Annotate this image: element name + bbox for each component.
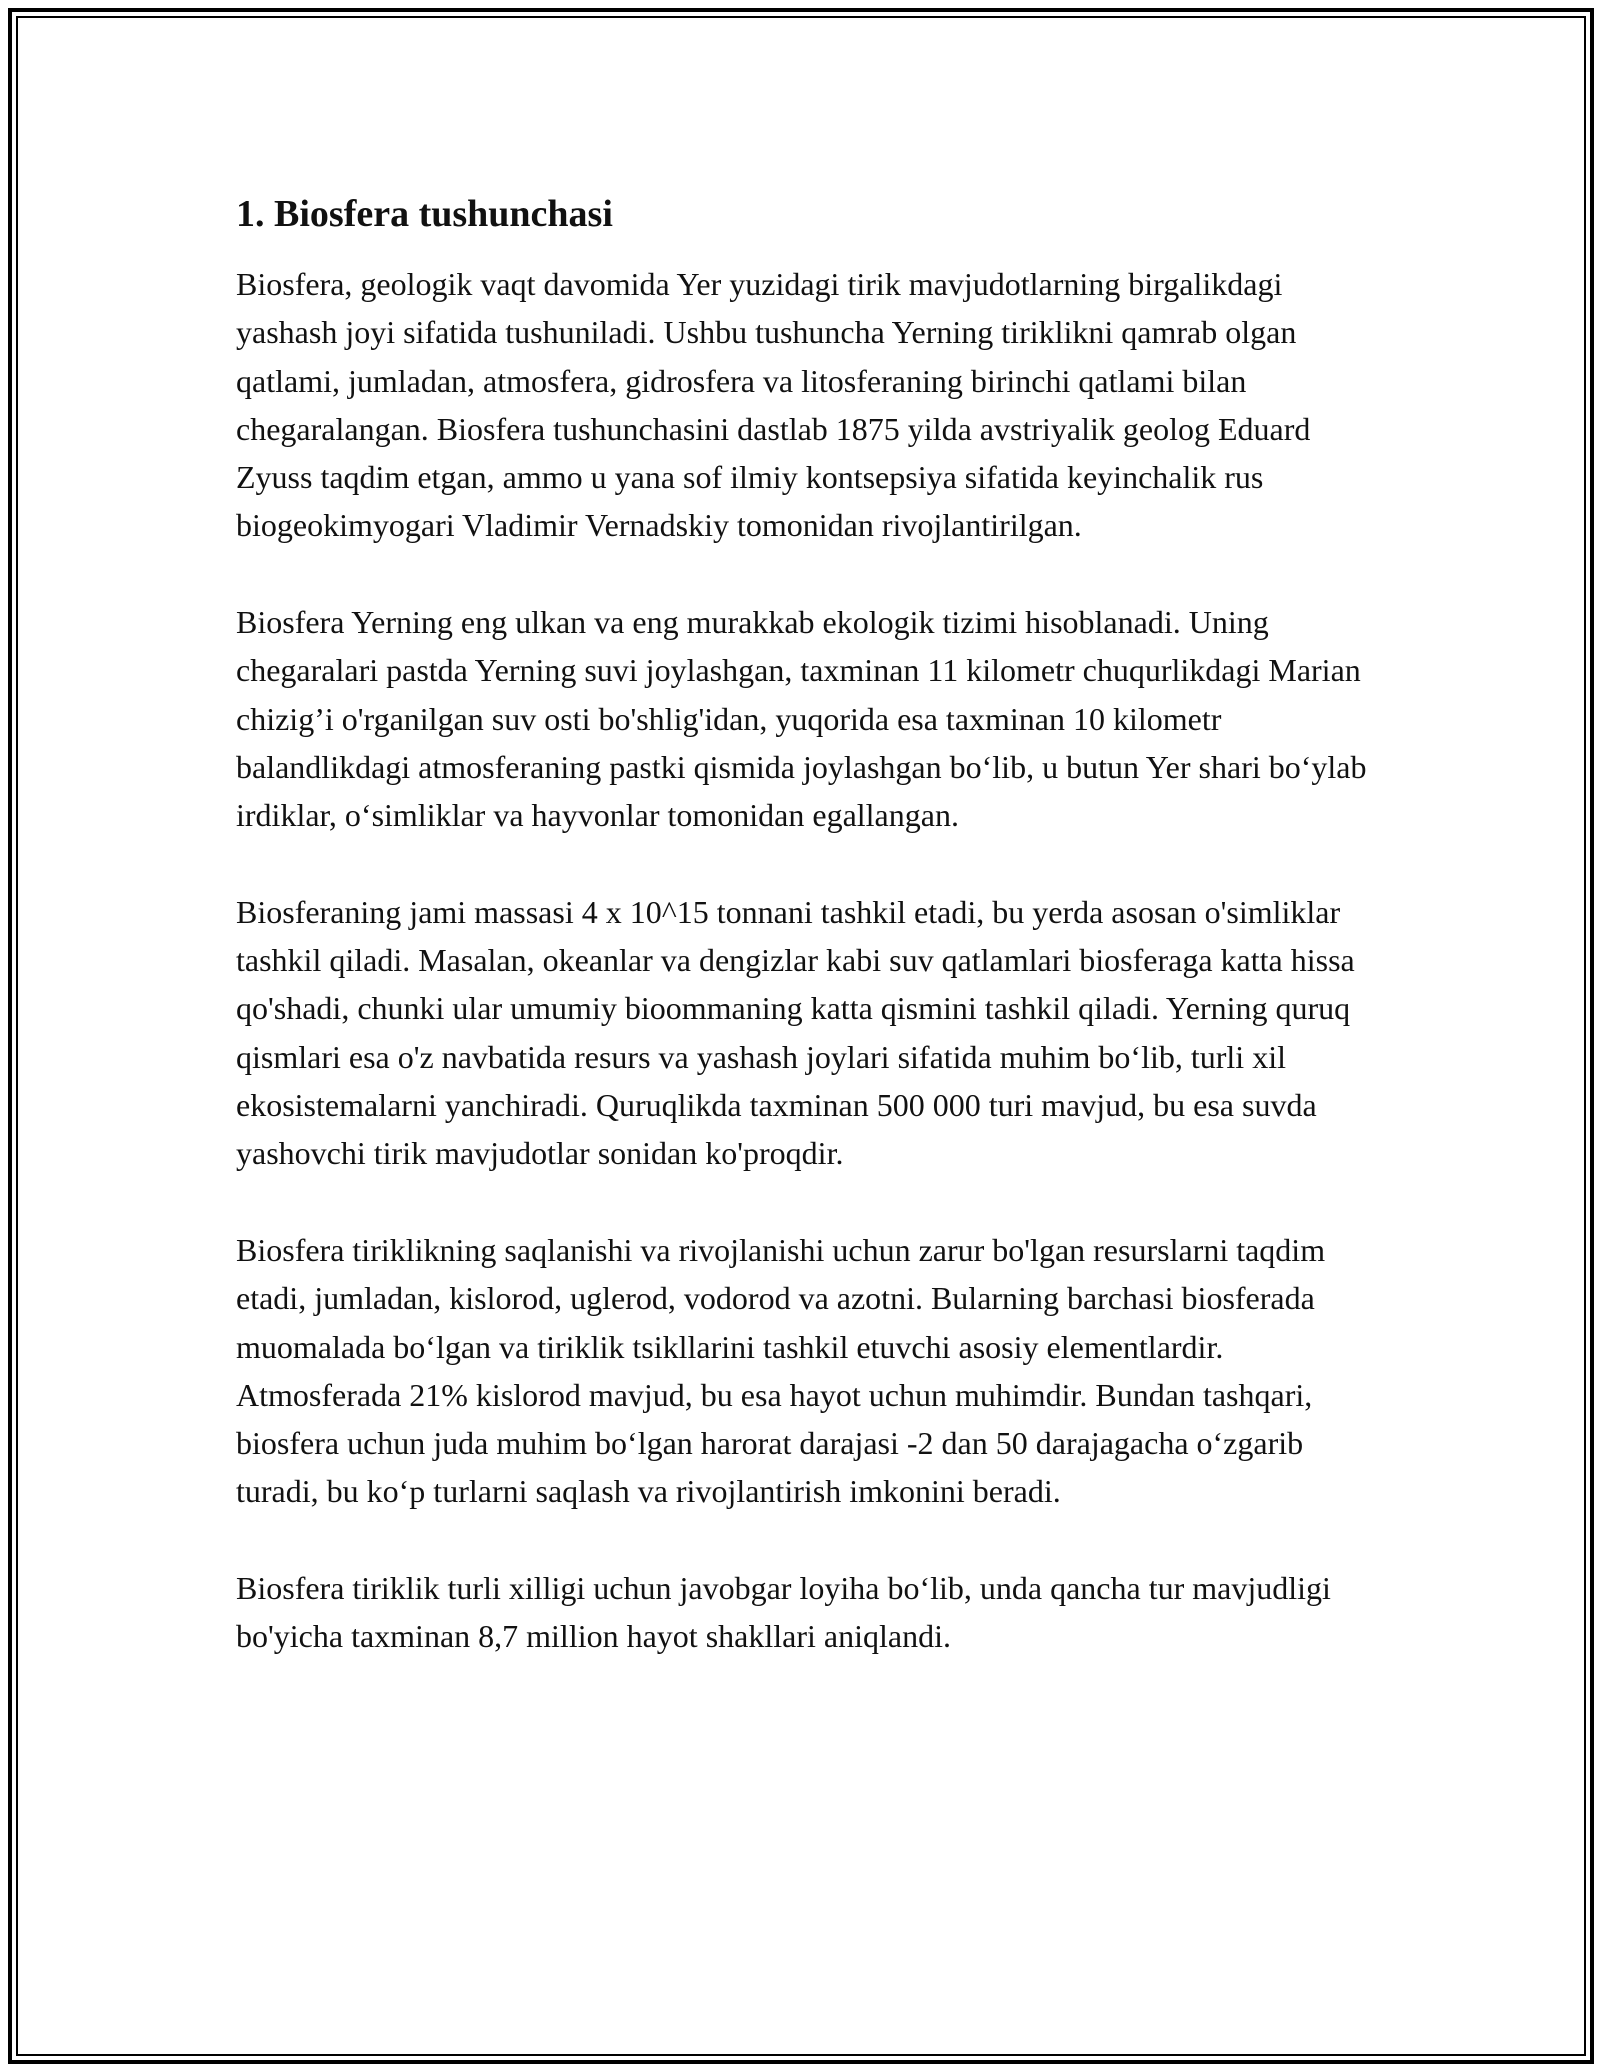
paragraph-3: Biosferaning jami massasi 4 x 10^15 tonnani tashkil etadi, bu yerda asosan o'simliklar tashkil qiladi. Masalan, okeanlar va dengizlar kabi suv qatlamlari biosferaga katta hissa qo'shadi, chunki ular umumiy bioommaning katta qismini tashkil qiladi. Yerning quruq qismlari esa o'z navbatida resurs va yashash joylari sifatida muhim bo‘lib, turli xil ekosistemalarni yanchiradi. Quruqlikda taxminan 500 000 turi mavjud, bu esa suvda yashovchi tirik mavjudotlar sonidan ko'proqdir. — [236, 893, 1355, 1172]
paragraph-2: Biosfera Yerning eng ulkan va eng murakkab ekologik tizimi hisoblanadi. Uning chegaralari pastda Yerning suvi joylashgan, taxminan 11 kilometr chuqurlikdagi Marian chizig’i o'rganilgan suv osti bo'shlig'idan, yuqorida esa taxminan 10 kilometr balandlikdagi atmosferaning pastki qismida joylashgan bo‘lib, u butun Yer shari bo‘ylab irdiklar, o‘simliklar va hayvonlar tomonidan egallangan. — [236, 604, 1367, 834]
paragraph-5: Biosfera tiriklik turli xilligi uchun javobgar loyiha bo‘lib, unda qancha tur mavjudligi bo'yicha taxminan 8,7 million hayot shakllari aniqlandi. — [236, 1570, 1331, 1655]
section-heading: 1. Biosfera tushunchasi — [236, 193, 613, 235]
document-body — [236, 190, 1376, 1661]
paragraph-4: Biosfera tiriklikning saqlanishi va rivojlanishi uchun zarur bo'lgan resurslarni taqdim etadi, jumladan, kislorod, uglerod, vodorod va azotni. Bularning barchasi biosferada muomalada bo‘lgan va tiriklik tsikllarini tashkil etuvchi asosiy elementlardir. Atmosferada 21% kislorod mavjud, bu esa hayot uchun muhimdir. Bundan tashqari, biosfera uchun juda muhim bo‘lgan harorat darajasi -2 dan 50 darajagacha o‘zgarib turadi, bu ko‘p turlarni saqlash va rivojlantirish imkonini beradi. — [236, 1231, 1326, 1510]
paragraph-1: Biosfera, geologik vaqt davomida Yer yuzidagi tirik mavjudotlarning birgalikdagi yashash joyi sifatida tushuniladi. Ushbu tushuncha Yerning tiriklikni qamrab olgan qatlami, jumladan, atmosfera, gidrosfera va litosferaning birinchi qatlami bilan chegaralangan. Biosfera tushunchasini dastlab 1875 yilda avstriyalik geolog Eduard Zyuss taqdim etgan, ammo u yana sof ilmiy kontsepsiya sifatida keyinchalik rus biogeokimyogari Vladimir Vernadskiy tomonidan rivojlantirilgan. — [236, 266, 1311, 544]
